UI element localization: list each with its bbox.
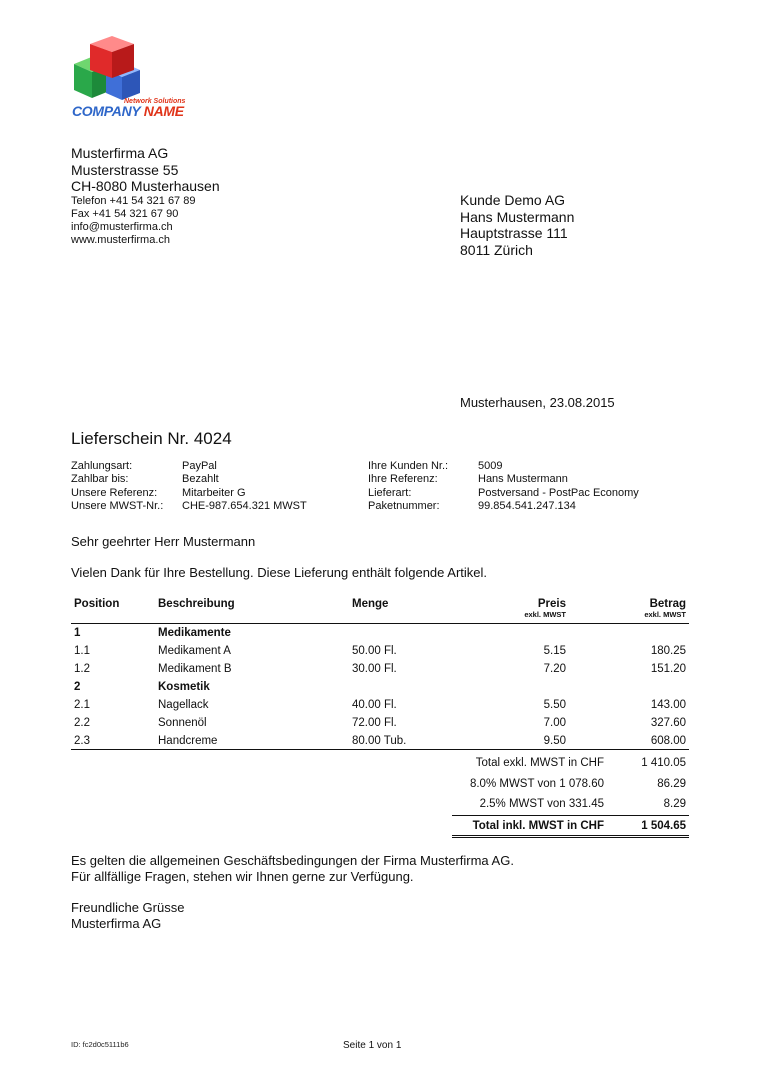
table-row <box>71 714 689 732</box>
info-label: Paketnummer: <box>368 499 440 512</box>
cell-price: 5.50 <box>543 699 566 711</box>
recipient-address <box>460 192 574 258</box>
cell-amount: 180.25 <box>650 645 686 657</box>
cell-quantity: 30.00 Fl. <box>352 663 397 675</box>
header-amount-sub: exkl. MWST <box>644 610 686 619</box>
info-left-labels <box>71 460 163 513</box>
info-label: Unsere MWST-Nr.: <box>71 499 164 512</box>
terms-text <box>71 853 514 885</box>
info-left-values <box>182 460 307 513</box>
cell-amount <box>569 678 689 696</box>
totals-value: 8.29 <box>663 798 686 811</box>
table-header-row <box>71 596 689 624</box>
info-value: PayPal <box>182 460 217 472</box>
sender-fax: Fax +41 54 321 67 90 <box>71 207 179 220</box>
cell-description: Medikament A <box>158 645 231 657</box>
cell-position: 1.1 <box>74 645 90 657</box>
items-table <box>71 596 689 750</box>
footer-document-id: ID: fc2d0c5111b6 <box>71 1040 129 1049</box>
recipient-company: Kunde Demo AG <box>460 192 566 208</box>
totals-label: 2.5% MWST von 331.45 <box>479 798 604 811</box>
cell-amount: 151.20 <box>650 663 686 675</box>
info-label: Zahlbar bis: <box>71 473 129 486</box>
cell-price: 7.20 <box>543 663 566 675</box>
cell-position: 2.1 <box>74 699 90 711</box>
closing <box>71 900 184 932</box>
info-label: Unsere Referenz: <box>71 486 158 499</box>
table-row <box>71 642 689 660</box>
info-label: Ihre Referenz: <box>368 473 438 486</box>
info-value: Bezahlt <box>182 473 219 486</box>
closing-line: Freundliche Grüsse <box>71 900 185 915</box>
cell-quantity <box>349 624 441 642</box>
company-logo <box>68 36 186 118</box>
footer-page-number: Seite 1 von 1 <box>343 1040 402 1051</box>
cell-position: 1.2 <box>74 663 90 675</box>
recipient-name: Hans Mustermann <box>460 208 575 225</box>
totals-value: 86.29 <box>657 777 686 790</box>
header-position: Position <box>71 596 155 624</box>
table-row <box>71 732 689 750</box>
terms-line: Für allfällige Fragen, stehen wir Ihnen gerne zur Verfügung. <box>71 869 414 884</box>
cell-quantity <box>349 678 441 696</box>
sender-web: www.musterfirma.ch <box>71 233 171 246</box>
info-value: 5009 <box>478 460 503 472</box>
table-row <box>71 660 689 678</box>
cell-amount: 143.00 <box>650 699 686 711</box>
logo-tagline: Network Solutions <box>124 98 186 105</box>
recipient-street: Hauptstrasse 111 <box>460 225 568 241</box>
items-body <box>71 624 689 750</box>
cell-description: Kosmetik <box>158 681 210 693</box>
cell-price: 9.50 <box>441 732 569 750</box>
cell-price <box>441 624 569 642</box>
document-date: Musterhausen, 23.08.2015 <box>460 395 615 410</box>
totals-value: 1 410.05 <box>641 756 686 769</box>
info-value: Mitarbeiter G <box>182 486 246 499</box>
cell-description: Handcreme <box>155 732 349 750</box>
cell-quantity: 80.00 Tub. <box>349 732 441 750</box>
grand-total-label: Total inkl. MWST in CHF <box>452 815 607 836</box>
info-label: Lieferart: <box>368 486 412 499</box>
cell-price: 7.00 <box>543 717 566 729</box>
header-description: Beschreibung <box>155 596 349 624</box>
sender-street: Musterstrasse 55 <box>71 161 179 178</box>
logo-name-part2: NAME <box>143 103 184 119</box>
table-group-row <box>71 678 689 696</box>
terms-line: Es gelten die allgemeinen Geschäftsbedingungen der Firma Musterfirma AG. <box>71 853 514 868</box>
document-title: Lieferschein Nr. 4024 <box>71 429 232 448</box>
totals-table <box>452 752 689 838</box>
logo-name-part1: COMPANY <box>72 103 141 119</box>
closing-signature: Musterfirma AG <box>71 916 162 931</box>
grand-total-value: 1 504.65 <box>607 815 689 836</box>
header-price-sub: exkl. MWST <box>524 610 566 619</box>
totals-row <box>452 773 689 794</box>
header-amount-label: Betrag <box>649 598 686 610</box>
greeting: Sehr geehrter Herr Mustermann <box>71 534 256 549</box>
sender-address <box>71 145 220 247</box>
info-right-values <box>478 460 639 513</box>
sender-email: info@musterfirma.ch <box>71 220 173 233</box>
cell-amount: 608.00 <box>569 732 689 750</box>
info-value: 99.854.541.247.134 <box>478 499 576 512</box>
logo-name <box>72 103 184 119</box>
sender-city: CH-8080 Musterhausen <box>71 178 220 194</box>
cell-description: Nagellack <box>158 699 209 711</box>
cell-price <box>441 678 569 696</box>
info-value: Hans Mustermann <box>478 473 568 486</box>
cell-position: 2 <box>74 681 81 693</box>
info-value: Postversand - PostPac Economy <box>478 486 639 499</box>
cell-price: 5.15 <box>543 645 566 657</box>
info-label: Zahlungsart: <box>71 460 133 472</box>
cell-quantity: 40.00 Fl. <box>352 699 397 711</box>
header-quantity: Menge <box>349 596 441 624</box>
table-row <box>71 696 689 714</box>
sender-company: Musterfirma AG <box>71 145 169 161</box>
cell-amount: 327.60 <box>650 717 686 729</box>
header-amount <box>569 596 689 624</box>
cell-position: 2.2 <box>74 717 90 729</box>
recipient-city: 8011 Zürich <box>460 241 533 258</box>
cell-position: 2.3 <box>71 732 155 750</box>
totals-label: Total exkl. MWST in CHF <box>475 756 604 769</box>
sender-phone: Telefon +41 54 321 67 89 <box>71 194 196 207</box>
grand-total-row <box>452 815 689 836</box>
cell-description: Medikamente <box>158 627 231 640</box>
cell-amount <box>569 624 689 642</box>
cell-position: 1 <box>74 627 81 640</box>
cell-quantity: 50.00 Fl. <box>352 645 397 657</box>
totals-row <box>452 752 689 773</box>
intro-text: Vielen Dank für Ihre Bestellung. Diese Lieferung enthält folgende Artikel. <box>71 565 488 580</box>
header-price <box>441 596 569 624</box>
cubes-logo-icon <box>68 36 186 106</box>
totals-row <box>452 794 689 815</box>
totals-label: 8.0% MWST von 1 078.60 <box>469 777 604 790</box>
info-value: CHE-987.654.321 MWST <box>182 499 307 512</box>
cell-description: Sonnenöl <box>158 717 207 729</box>
info-label: Ihre Kunden Nr.: <box>368 460 449 472</box>
header-price-label: Preis <box>537 598 566 610</box>
cell-description: Medikament B <box>158 663 232 675</box>
table-group-row <box>71 624 689 642</box>
cell-quantity: 72.00 Fl. <box>352 717 397 729</box>
info-right-labels <box>368 460 448 513</box>
